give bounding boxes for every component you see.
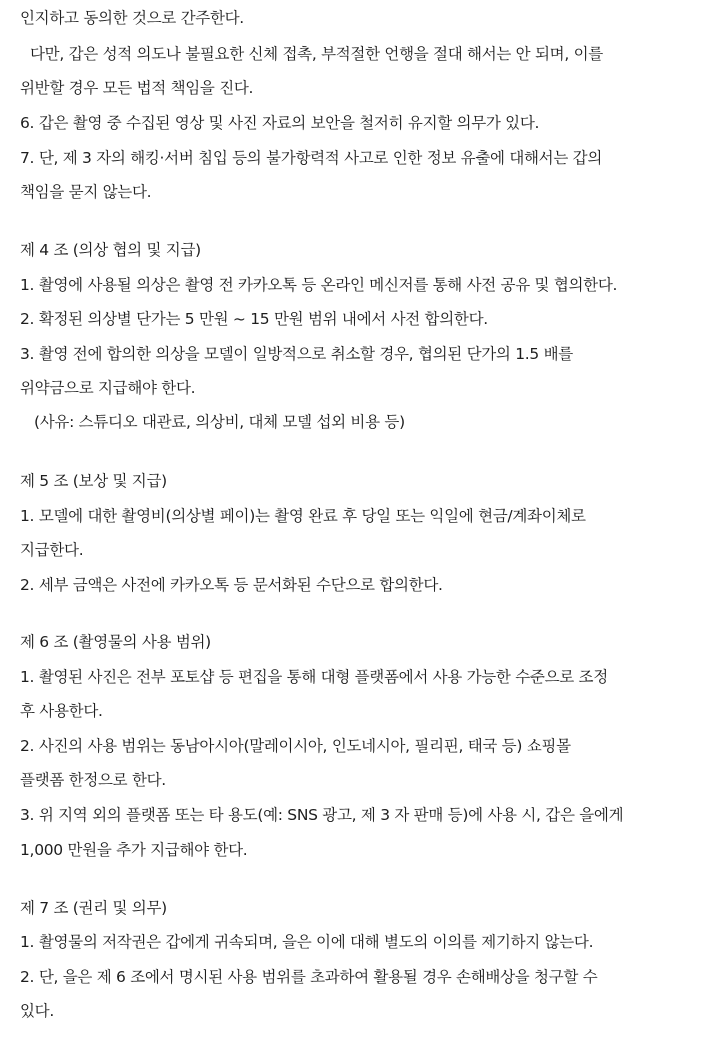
text-line: 2. 세부 금액은 사전에 카카오톡 등 문서화된 수단으로 합의한다. — [20, 576, 443, 594]
text-line: 있다. — [20, 1002, 54, 1020]
text-line: 2. 단, 을은 제 6 조에서 명시된 사용 범위를 초과하여 활용될 경우 손해배상을 청구할 수 — [20, 968, 598, 986]
text-line: 6. 갑은 촬영 중 수집된 영상 및 사진 자료의 보안을 철저히 유지할 의무가 있다. — [20, 114, 540, 132]
article-heading: 제 4 조 (의상 협의 및 지급) — [20, 241, 201, 259]
text-line: 2. 확정된 의상별 단가는 5 만원 ~ 15 만원 범위 내에서 사전 합의한다. — [20, 310, 488, 328]
text-line: 다만, 갑은 성적 의도나 불필요한 신체 접촉, 부적절한 언행을 절대 해서는 안 되며, 이를 — [30, 45, 603, 63]
article-heading: 제 5 조 (보상 및 지급) — [20, 472, 167, 490]
text-line: 인지하고 동의한 것으로 간주한다. — [20, 9, 244, 27]
text-line: 1,000 만원을 추가 지급해야 한다. — [20, 841, 248, 859]
text-line: 1. 모델에 대한 촬영비(의상별 페이)는 촬영 완료 후 당일 또는 익일에 현금/계좌이체로 — [20, 507, 586, 525]
text-line: 1. 촬영에 사용될 의상은 촬영 전 카카오톡 등 온라인 메신저를 통해 사전 공유 및 협의한다. — [20, 276, 618, 294]
text-line: 7. 단, 제 3 자의 해킹·서버 침입 등의 불가항력적 사고로 인한 정보 유출에 대해서는 갑의 — [20, 149, 602, 167]
text-line: 3. 위 지역 외의 플랫폼 또는 타 용도(예: SNS 광고, 제 3 자 판매 등)에 사용 시, 갑은 을에게 — [20, 806, 624, 824]
article-heading: 제 7 조 (권리 및 의무) — [20, 899, 167, 917]
text-line: 지급한다. — [20, 541, 84, 559]
text-line: 1. 촬영된 사진은 전부 포토샵 등 편집을 통해 대형 플랫폼에서 사용 가능한 수준으로 조정 — [20, 668, 608, 686]
text-line: 후 사용한다. — [20, 702, 103, 720]
text-line: 위반할 경우 모든 법적 책임을 진다. — [20, 79, 254, 97]
text-line: 책임을 묻지 않는다. — [20, 183, 152, 201]
text-line: 1. 촬영물의 저작권은 갑에게 귀속되며, 을은 이에 대해 별도의 이의를 제기하지 않는다. — [20, 933, 594, 951]
text-line: (사유: 스튜디오 대관료, 의상비, 대체 모델 섭외 비용 등) — [34, 413, 405, 431]
text-line: 3. 촬영 전에 합의한 의상을 모델이 일방적으로 취소할 경우, 협의된 단가의 1.5 배를 — [20, 345, 573, 363]
text-line: 위약금으로 지급해야 한다. — [20, 379, 196, 397]
text-line: 플랫폼 한정으로 한다. — [20, 771, 166, 789]
article-heading: 제 6 조 (촬영물의 사용 범위) — [20, 633, 211, 651]
text-line: 2. 사진의 사용 범위는 동남아시아(말레이시아, 인도네시아, 필리핀, 태국 등) 쇼핑몰 — [20, 737, 571, 755]
